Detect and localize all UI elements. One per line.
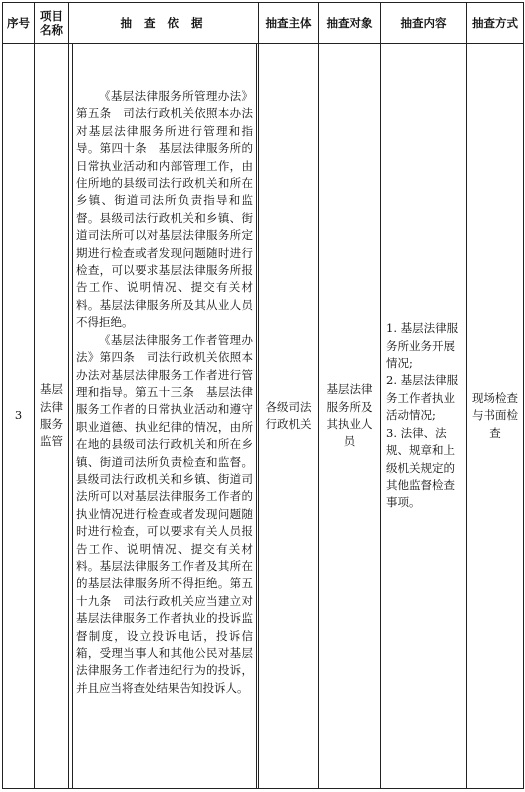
content-item: 3. 法律、法规、规章和上级机关规定的其他监督检查事项。 — [386, 425, 455, 510]
header-subject: 抽查主体 — [259, 3, 319, 44]
basis-paragraph: 《基层法律服务工作者管理办法》第四条 司法行政机关依照本办法对基层法律服务工作者进行管理和指导。第五十三条 基层法律服务工作者的日常执业活动和遵守职业道德、执业纪律的情况，由所在地的县级司法行政机关和所在乡镇、街道司法所负责检查和监督。县级司法行政机关和乡镇、街道司法所可以对基层法律服务工作者的执业情况进行检查或者发现问题随时进行检查，可以要求有关人员报告工作、说明情况、提交有关材料。基层法律服务工作者及其所在的基层法律服务所不得拒绝。第五十九条 司法行政机关应当建立对基层法律服务工作者执业的投诉监督制度，设立投诉电话，投诉信箱，受理当事人和其他公民对基层法律服务工作者违纪行为的投诉，并且应当将查处结果告知投诉人。 — [76, 332, 253, 695]
content-item: 2. 基层法律服务工作者执业活动情况; — [386, 373, 459, 423]
header-row — [3, 3, 524, 44]
basis-text — [72, 44, 257, 788]
project-name: 基层法律服务监管 — [35, 44, 69, 789]
inspection-subject: 各级司法行政机关 — [259, 44, 319, 789]
inspection-method: 现场检查与书面检查 — [467, 44, 524, 789]
header-num: 序号 — [3, 3, 35, 44]
inspection-table — [2, 2, 524, 789]
header-method: 抽查方式 — [467, 3, 524, 44]
header-basis: 抽 查 依 据 — [69, 3, 259, 44]
header-name: 项目名称 — [35, 3, 69, 44]
basis-paragraph: 《基层法律服务所管理办法》第五条 司法行政机关依照本办法对基层法律服务所进行管理和指导。第四十条 基层法律服务所的日常执业活动和内部管理工作，由住所地的县级司法行政机关和所在乡镇、街道司法所负责指导和监督。县级司法行政机关和乡镇、街道司法所可以对基层法律服务所定期进行检查或者发现问题随时进行检查，可以要求基层法律服务所报告工作、说明情况、提交有关材料。基层法律服务所及其从业人员不得拒绝。 — [76, 89, 253, 330]
row-number: 3 — [3, 44, 35, 789]
content-item: 1. 基层法律服务所业务开展情况; — [386, 321, 459, 371]
header-content: 抽查内容 — [381, 3, 467, 44]
inspection-content — [381, 44, 467, 789]
table-row — [3, 44, 524, 789]
inspection-object: 基层法律服务所及其执业人员 — [319, 44, 381, 789]
basis-cell — [69, 44, 259, 789]
header-object: 抽查对象 — [319, 3, 381, 44]
